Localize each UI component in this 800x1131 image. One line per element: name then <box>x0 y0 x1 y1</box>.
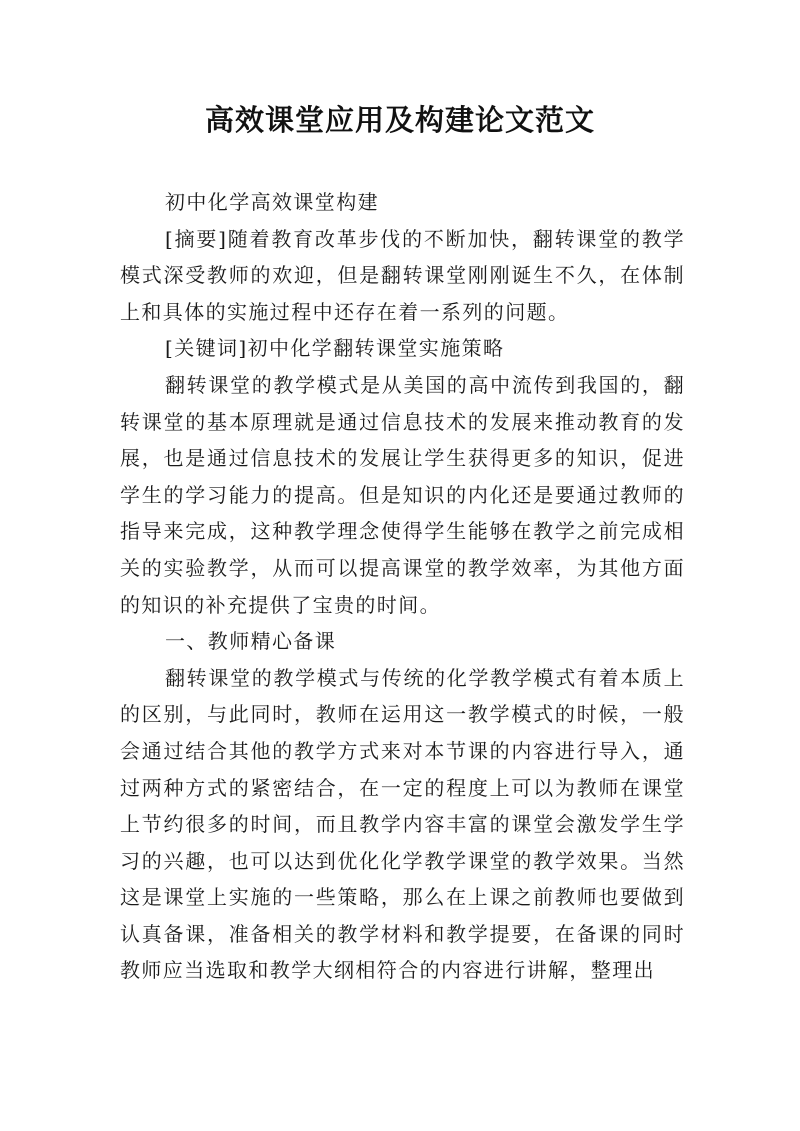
body-paragraph: 翻转课堂的教学模式与传统的化学教学模式有着本质上的区别，与此同时，教师在运用这一教学模式的时候，一般会通过结合其他的教学方式来对本节课的内容进行导入，通过两种方式的紧密结合，在一定的程度上可以为教师在课堂上节约很多的时间，而且教学内容丰富的课堂会激发学生学习的兴趣，也可以达到优化化学教学课堂的教学效果。当然这是课堂上实施的一些策略，那么在上课之前教师也要做到认真备课，准备相关的教学材料和教学提要，在备课的同时教师应当选取和教学大纲相符合的内容进行讲解，整理出 <box>120 665 685 983</box>
section-heading: 一、教师精心备课 <box>165 629 337 654</box>
body-paragraph: 翻转课堂的教学模式是从美国的高中流传到我国的，翻转课堂的基本原理就是通过信息技术的发展来推动教育的发展，也是通过信息技术的发展让学生获得更多的知识，促进学生的学习能力的提高。但是知识的内化还是要通过教师的指导来完成，这种教学理念使得学生能够在教学之前完成相关的实验教学，从而可以提高课堂的教学效率，为其他方面的知识的补充提供了宝贵的时间。 <box>120 372 685 617</box>
keywords-paragraph: [关键词]初中化学翻转课堂实施策略 <box>165 336 505 361</box>
abstract-paragraph: [摘要]随着教育改革步伐的不断加快，翻转课堂的教学模式深受教师的欢迎，但是翻转课堂刚刚诞生不久，在体制上和具体的实施过程中还存在着一系列的问题。 <box>120 226 685 324</box>
document-body <box>120 184 685 989</box>
section-subtitle: 初中化学高效课堂构建 <box>165 190 379 214</box>
document-title: 高效课堂应用及构建论文范文 <box>204 103 595 137</box>
